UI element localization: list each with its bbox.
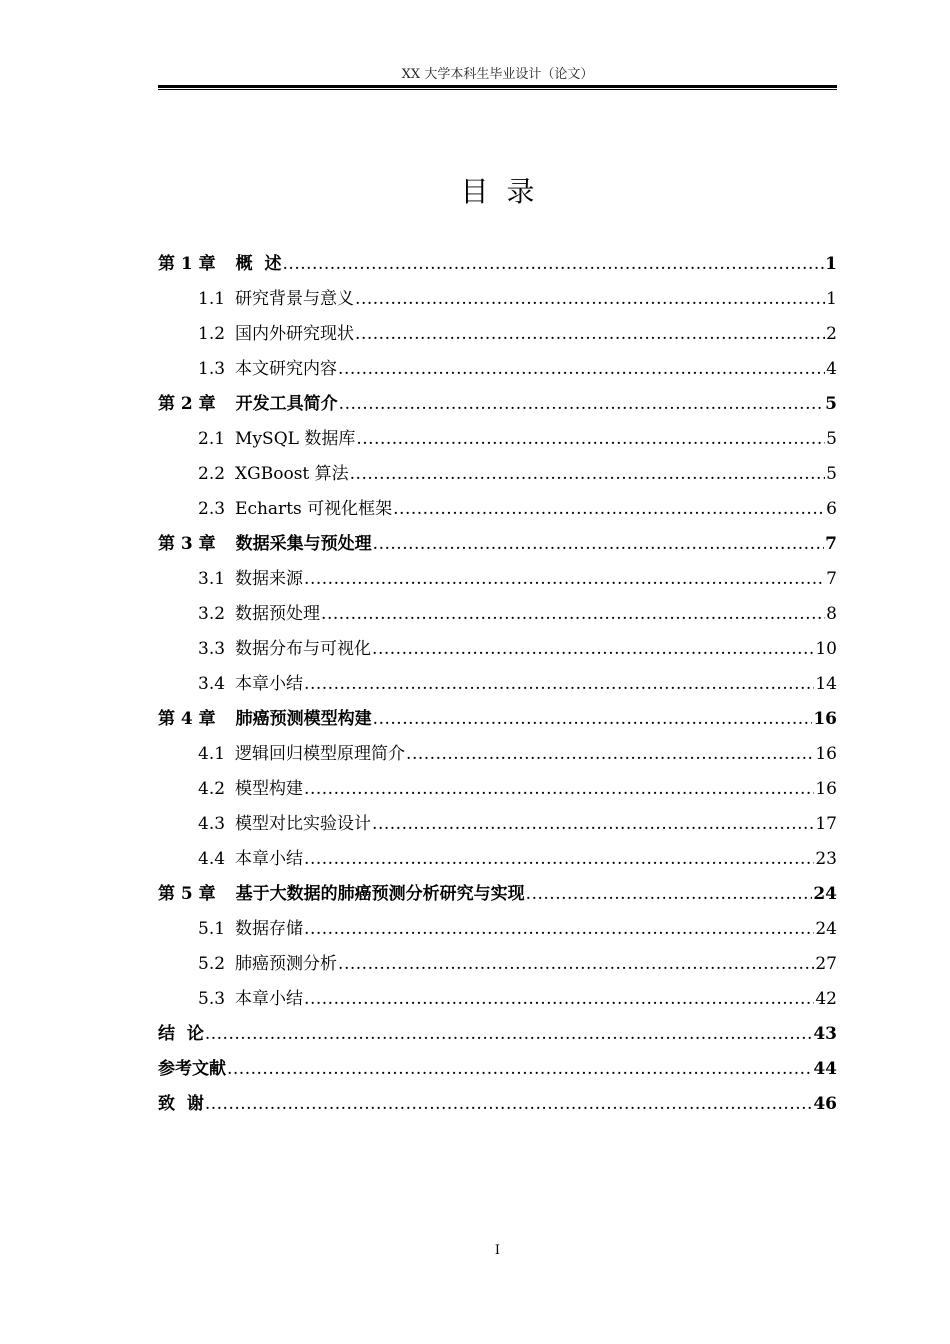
- toc-section-entry[interactable]: [158, 492, 837, 527]
- toc-entry-title: Echarts 可视化框架: [235, 499, 393, 519]
- toc-entry-page: 43: [813, 1024, 837, 1044]
- toc-entry-page: 16: [813, 709, 837, 729]
- toc-entry-title: 致 谢: [158, 1094, 204, 1114]
- toc-entry-number: 3.4: [198, 674, 226, 694]
- toc-entry-page: 23: [815, 849, 837, 869]
- toc-entry-page: 42: [815, 989, 837, 1009]
- toc-dot-leader: [283, 247, 825, 282]
- toc-entry-number: 3.2: [198, 604, 226, 624]
- toc-entry-page: 16: [815, 744, 837, 764]
- toc-section-entry[interactable]: [158, 597, 837, 632]
- toc-section-entry[interactable]: [158, 667, 837, 702]
- toc-entry-number: 第 5 章: [158, 884, 216, 904]
- toc-section-entry[interactable]: [158, 282, 837, 317]
- toc-dot-leader: [355, 317, 825, 352]
- toc-section-entry[interactable]: [158, 352, 837, 387]
- toc-entry-title: 结 论: [158, 1024, 204, 1044]
- toc-entry-title: 参考文献: [158, 1059, 226, 1079]
- toc-section-entry[interactable]: [158, 632, 837, 667]
- toc-dot-leader: [205, 1017, 812, 1052]
- toc-entry-page: 16: [815, 779, 837, 799]
- header-rule-thick: [158, 85, 837, 88]
- toc-entry-title: 本章小结: [235, 989, 304, 1009]
- toc-entry-page: 5: [826, 429, 837, 449]
- toc-dot-leader: [355, 282, 825, 317]
- page-number: I: [494, 1243, 501, 1258]
- toc-section-entry[interactable]: [158, 842, 837, 877]
- toc-entry-page: 10: [815, 639, 837, 659]
- toc-entry-page: 5: [825, 394, 837, 414]
- toc-chapter-entry[interactable]: [158, 702, 837, 737]
- toc-entry-number: 2.3: [198, 499, 226, 519]
- toc-entry-title: 本章小结: [235, 849, 304, 869]
- toc-dot-leader: [526, 877, 813, 912]
- toc-section-entry[interactable]: [158, 912, 837, 947]
- toc-dot-leader: [350, 457, 826, 492]
- toc-entry-title: MySQL 数据库: [235, 429, 356, 449]
- toc-section-entry[interactable]: [158, 562, 837, 597]
- toc-section-entry[interactable]: [158, 737, 837, 772]
- toc-entry-number: 第 2 章: [158, 394, 216, 414]
- toc-entry-page: 17: [815, 814, 837, 834]
- running-header: XX 大学本科生毕业设计（论文）: [401, 67, 594, 82]
- toc-entry-page: 14: [815, 674, 837, 694]
- toc-entry-title: 肺癌预测模型构建: [235, 709, 372, 729]
- toc-dot-leader: [304, 667, 814, 702]
- toc-chapter-entry[interactable]: [158, 527, 837, 562]
- toc-entry-number: 3.3: [198, 639, 226, 659]
- toc-section-entry[interactable]: [158, 807, 837, 842]
- toc-entry-title: 开发工具简介: [235, 394, 338, 414]
- toc-dot-leader: [393, 492, 825, 527]
- toc-dot-leader: [227, 1052, 812, 1087]
- toc-entry-title: 数据分布与可视化: [235, 639, 372, 659]
- toc-dot-leader: [321, 597, 825, 632]
- toc-dot-leader: [372, 632, 814, 667]
- toc-section-entry[interactable]: [158, 772, 837, 807]
- toc-entry-page: 1: [826, 289, 837, 309]
- toc-dot-leader: [338, 947, 814, 982]
- toc-entry-number: 5.2: [198, 954, 226, 974]
- toc-section-entry[interactable]: [158, 317, 837, 352]
- toc-entry-number: 2.1: [198, 429, 226, 449]
- toc-entry-page: 6: [826, 499, 837, 519]
- toc-entry-number: 1.1: [198, 289, 226, 309]
- toc-section-entry[interactable]: [158, 947, 837, 982]
- toc-dot-leader: [373, 527, 824, 562]
- toc-entry-title: 本章小结: [235, 674, 304, 694]
- toc-entry-number: 4.2: [198, 779, 226, 799]
- toc-entry-number: 第 1 章: [158, 254, 216, 274]
- toc-entry-page: 7: [825, 534, 837, 554]
- toc-entry-title: 数据预处理: [235, 604, 321, 624]
- toc-chapter-entry[interactable]: [158, 247, 837, 282]
- toc-section-entry[interactable]: [158, 982, 837, 1017]
- toc-entry-title: 数据采集与预处理: [235, 534, 372, 554]
- toc-section-entry[interactable]: [158, 422, 837, 457]
- toc-entry-title: 基于大数据的肺癌预测分析研究与实现: [235, 884, 525, 904]
- toc-dot-leader: [304, 562, 825, 597]
- toc-entry-number: 第 4 章: [158, 709, 216, 729]
- toc-dot-leader: [406, 737, 814, 772]
- toc-chapter-entry[interactable]: [158, 387, 837, 422]
- toc-entry-page: 8: [826, 604, 837, 624]
- toc-entry-title: 肺癌预测分析: [235, 954, 338, 974]
- toc-dot-leader: [372, 807, 814, 842]
- toc-entry-page: 7: [826, 569, 837, 589]
- toc-dot-leader: [338, 352, 825, 387]
- toc-entry-number: 4.4: [198, 849, 226, 869]
- toc-chapter-entry[interactable]: [158, 1052, 837, 1087]
- toc-entry-number: 3.1: [198, 569, 226, 589]
- toc-entry-page: 2: [826, 324, 837, 344]
- toc-entry-number: 5.1: [198, 919, 226, 939]
- toc-entry-title: XGBoost 算法: [235, 464, 349, 484]
- toc-entry-page: 5: [826, 464, 837, 484]
- toc-entry-number: 4.1: [198, 744, 226, 764]
- toc-dot-leader: [373, 702, 813, 737]
- toc-entry-number: 5.3: [198, 989, 226, 1009]
- toc-entry-title: 数据来源: [235, 569, 304, 589]
- header-rule-thin: [158, 89, 837, 90]
- toc-entry-page: 1: [825, 254, 837, 274]
- toc-entry-page: 4: [826, 359, 837, 379]
- toc-entry-title: 模型构建: [235, 779, 304, 799]
- toc-entry-number: 1.2: [198, 324, 226, 344]
- toc-chapter-entry[interactable]: [158, 1017, 837, 1052]
- toc-entry-title: 逻辑回归模型原理简介: [235, 744, 406, 764]
- toc-entry-number: 4.3: [198, 814, 226, 834]
- toc-entry-number: 第 3 章: [158, 534, 216, 554]
- toc-entry-title: 本文研究内容: [235, 359, 338, 379]
- toc-entry-title: 模型对比实验设计: [235, 814, 372, 834]
- toc-dot-leader: [205, 1087, 812, 1122]
- toc-section-entry[interactable]: [158, 457, 837, 492]
- toc-entry-page: 24: [813, 884, 837, 904]
- toc-entry-title: 研究背景与意义: [235, 289, 355, 309]
- toc-entry-page: 46: [813, 1094, 837, 1114]
- toc-chapter-entry[interactable]: [158, 1087, 837, 1122]
- toc-dot-leader: [304, 772, 814, 807]
- toc-chapter-entry[interactable]: [158, 877, 837, 912]
- toc-entry-title: 国内外研究现状: [235, 324, 355, 344]
- toc-dot-leader: [304, 982, 814, 1017]
- toc-dot-leader: [356, 422, 825, 457]
- toc-entry-number: 2.2: [198, 464, 226, 484]
- toc-dot-leader: [304, 912, 814, 947]
- toc-entry-title: 概 述: [235, 254, 282, 274]
- toc-title: 目录: [460, 175, 553, 208]
- toc-entry-page: 44: [813, 1059, 837, 1079]
- toc-entry-number: 1.3: [198, 359, 226, 379]
- toc-entry-page: 24: [815, 919, 837, 939]
- toc-dot-leader: [304, 842, 814, 877]
- toc-entry-title: 数据存储: [235, 919, 304, 939]
- toc-entry-page: 27: [815, 954, 837, 974]
- table-of-contents: [158, 247, 837, 1122]
- toc-dot-leader: [339, 387, 824, 422]
